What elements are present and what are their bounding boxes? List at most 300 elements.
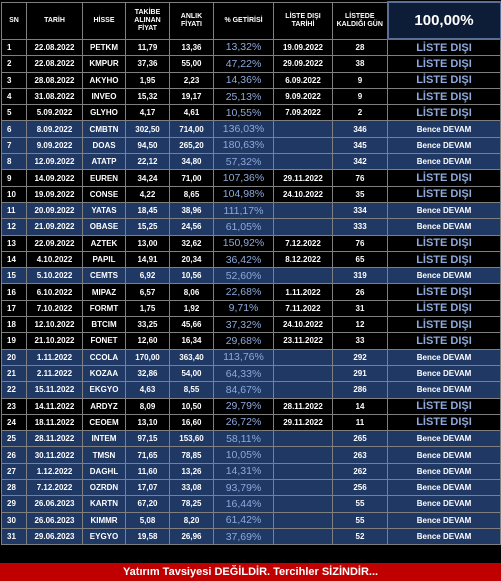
row-exit-date: [274, 349, 333, 365]
row-date: 29.06.2023: [27, 528, 83, 544]
row-entry-price: 4,63: [126, 382, 170, 398]
row-days: 256: [333, 480, 388, 496]
table-row: [2, 512, 501, 528]
row-days: 333: [333, 219, 388, 235]
row-entry-price: 22,12: [126, 154, 170, 170]
row-date: 9.09.2022: [27, 137, 83, 153]
row-days: 26: [333, 284, 388, 300]
row-current-price: 45,66: [170, 317, 214, 333]
row-date: 26.06.2023: [27, 512, 83, 528]
row-return: 61,42%: [214, 512, 274, 528]
row-status: LİSTE DIŞI: [388, 300, 501, 316]
row-sn: 6: [2, 121, 27, 137]
row-days: 9: [333, 72, 388, 88]
row-exit-date: 29.09.2022: [274, 56, 333, 72]
row-entry-price: 34,24: [126, 170, 170, 186]
row-ticker: PAPIL: [83, 251, 126, 267]
row-days: 76: [333, 235, 388, 251]
row-exit-date: [274, 365, 333, 381]
stock-tracking-table: [1, 1, 501, 545]
table-row: [2, 137, 501, 153]
row-return: 13,32%: [214, 39, 274, 56]
row-entry-price: 17,07: [126, 480, 170, 496]
row-status: LİSTE DIŞI: [388, 251, 501, 267]
row-exit-date: [274, 480, 333, 496]
row-date: 7.12.2022: [27, 480, 83, 496]
row-status: Bence DEVAM: [388, 154, 501, 170]
row-entry-price: 302,50: [126, 121, 170, 137]
row-days: 12: [333, 317, 388, 333]
row-exit-date: [274, 137, 333, 153]
header-takibe-alinan-fiyat: TAKİBE ALINAN FİYAT: [126, 2, 170, 39]
row-ticker: AZTEK: [83, 235, 126, 251]
row-status: Bence DEVAM: [388, 431, 501, 447]
row-status: Bence DEVAM: [388, 121, 501, 137]
row-sn: 31: [2, 528, 27, 544]
row-entry-price: 33,25: [126, 317, 170, 333]
row-exit-date: [274, 154, 333, 170]
row-entry-price: 32,86: [126, 365, 170, 381]
row-sn: 5: [2, 105, 27, 121]
row-date: 20.09.2022: [27, 202, 83, 218]
row-date: 1.12.2022: [27, 463, 83, 479]
row-exit-date: 7.12.2022: [274, 235, 333, 251]
table-row: [2, 235, 501, 251]
row-return: 111,17%: [214, 202, 274, 218]
row-return: 36,42%: [214, 251, 274, 267]
row-sn: 17: [2, 300, 27, 316]
table-row: [2, 268, 501, 284]
row-status: Bence DEVAM: [388, 268, 501, 284]
row-days: 55: [333, 512, 388, 528]
row-current-price: 363,40: [170, 349, 214, 365]
row-sn: 11: [2, 202, 27, 218]
row-ticker: CMBTN: [83, 121, 126, 137]
row-ticker: INTEM: [83, 431, 126, 447]
row-current-price: 265,20: [170, 137, 214, 153]
row-entry-price: 12,60: [126, 333, 170, 349]
row-status: Bence DEVAM: [388, 496, 501, 512]
row-exit-date: 7.11.2022: [274, 300, 333, 316]
row-ticker: BTCIM: [83, 317, 126, 333]
row-ticker: ARDYZ: [83, 398, 126, 414]
row-status: Bence DEVAM: [388, 365, 501, 381]
row-ticker: EYGYO: [83, 528, 126, 544]
table-row: [2, 333, 501, 349]
row-ticker: ATATP: [83, 154, 126, 170]
row-current-price: 38,96: [170, 202, 214, 218]
table-row: [2, 154, 501, 170]
row-sn: 30: [2, 512, 27, 528]
row-sn: 9: [2, 170, 27, 186]
row-sn: 27: [2, 463, 27, 479]
row-date: 4.10.2022: [27, 251, 83, 267]
row-days: 263: [333, 447, 388, 463]
row-status: Bence DEVAM: [388, 512, 501, 528]
row-current-price: 4,61: [170, 105, 214, 121]
row-current-price: 1,92: [170, 300, 214, 316]
row-status: LİSTE DIŞI: [388, 235, 501, 251]
row-ticker: KIMMR: [83, 512, 126, 528]
row-entry-price: 97,15: [126, 431, 170, 447]
table-row: [2, 105, 501, 121]
row-status: LİSTE DIŞI: [388, 170, 501, 186]
row-current-price: 16,34: [170, 333, 214, 349]
row-return: 107,36%: [214, 170, 274, 186]
table-row: [2, 186, 501, 202]
row-current-price: 20,34: [170, 251, 214, 267]
row-exit-date: [274, 512, 333, 528]
row-status: Bence DEVAM: [388, 202, 501, 218]
row-exit-date: 29.11.2022: [274, 170, 333, 186]
row-sn: 19: [2, 333, 27, 349]
row-current-price: 8,06: [170, 284, 214, 300]
table-row: [2, 170, 501, 186]
row-days: 286: [333, 382, 388, 398]
row-entry-price: 15,25: [126, 219, 170, 235]
row-sn: 14: [2, 251, 27, 267]
table-row: [2, 284, 501, 300]
table-row: [2, 463, 501, 479]
row-days: 55: [333, 496, 388, 512]
row-sn: 10: [2, 186, 27, 202]
header-anlik-fiyati: ANLIK FİYATI: [170, 2, 214, 39]
row-sn: 28: [2, 480, 27, 496]
row-exit-date: [274, 463, 333, 479]
table-row: [2, 39, 501, 56]
row-exit-date: 8.12.2022: [274, 251, 333, 267]
row-days: 291: [333, 365, 388, 381]
row-status: Bence DEVAM: [388, 137, 501, 153]
row-sn: 2: [2, 56, 27, 72]
row-days: 9: [333, 88, 388, 104]
row-entry-price: 1,75: [126, 300, 170, 316]
table-row: [2, 365, 501, 381]
row-date: 12.09.2022: [27, 154, 83, 170]
row-date: 12.10.2022: [27, 317, 83, 333]
row-sn: 21: [2, 365, 27, 381]
row-exit-date: [274, 382, 333, 398]
row-entry-price: 170,00: [126, 349, 170, 365]
row-days: 265: [333, 431, 388, 447]
row-exit-date: [274, 447, 333, 463]
table-row: [2, 414, 501, 430]
row-sn: 13: [2, 235, 27, 251]
row-return: 93,79%: [214, 480, 274, 496]
row-exit-date: 24.10.2022: [274, 186, 333, 202]
row-return: 150,92%: [214, 235, 274, 251]
row-entry-price: 13,10: [126, 414, 170, 430]
row-date: 28.11.2022: [27, 431, 83, 447]
table-row: [2, 121, 501, 137]
row-ticker: TMSN: [83, 447, 126, 463]
header-hisse: HİSSE: [83, 2, 126, 39]
table-row: [2, 56, 501, 72]
row-return: 26,72%: [214, 414, 274, 430]
row-days: 14: [333, 398, 388, 414]
row-days: 345: [333, 137, 388, 153]
row-return: 180,63%: [214, 137, 274, 153]
row-return: 16,44%: [214, 496, 274, 512]
row-current-price: 8,20: [170, 512, 214, 528]
row-return: 10,55%: [214, 105, 274, 121]
row-ticker: AKYHO: [83, 72, 126, 88]
row-sn: 7: [2, 137, 27, 153]
row-sn: 16: [2, 284, 27, 300]
row-current-price: 26,96: [170, 528, 214, 544]
row-exit-date: 19.09.2022: [274, 39, 333, 56]
row-status: LİSTE DIŞI: [388, 333, 501, 349]
header-liste-disi-tarihi: LİSTE DIŞI TARİHİ: [274, 2, 333, 39]
row-current-price: 8,55: [170, 382, 214, 398]
row-ticker: YATAS: [83, 202, 126, 218]
row-return: 52,60%: [214, 268, 274, 284]
row-ticker: CONSE: [83, 186, 126, 202]
row-return: 25,13%: [214, 88, 274, 104]
row-days: 52: [333, 528, 388, 544]
row-sn: 26: [2, 447, 27, 463]
row-status: LİSTE DIŞI: [388, 284, 501, 300]
row-exit-date: 28.11.2022: [274, 398, 333, 414]
row-sn: 24: [2, 414, 27, 430]
row-return: 61,05%: [214, 219, 274, 235]
row-current-price: 78,85: [170, 447, 214, 463]
row-current-price: 10,56: [170, 268, 214, 284]
row-date: 26.06.2023: [27, 496, 83, 512]
row-entry-price: 19,58: [126, 528, 170, 544]
row-ticker: KMPUR: [83, 56, 126, 72]
row-return: 104,98%: [214, 186, 274, 202]
row-entry-price: 71,65: [126, 447, 170, 463]
row-entry-price: 5,08: [126, 512, 170, 528]
row-current-price: 33,08: [170, 480, 214, 496]
disclaimer-banner: Yatırım Tavsiyesi DEĞİLDİR. Tercihler SİZİNDİR...: [0, 563, 501, 581]
table-row: [2, 431, 501, 447]
row-ticker: EUREN: [83, 170, 126, 186]
row-status: Bence DEVAM: [388, 528, 501, 544]
table-row: [2, 202, 501, 218]
header-getirisi: % GETİRİSİ: [214, 2, 274, 39]
row-exit-date: 6.09.2022: [274, 72, 333, 88]
row-current-price: 24,56: [170, 219, 214, 235]
table-row: [2, 251, 501, 267]
row-exit-date: 7.09.2022: [274, 105, 333, 121]
row-return: 37,69%: [214, 528, 274, 544]
row-entry-price: 14,91: [126, 251, 170, 267]
row-ticker: PETKM: [83, 39, 126, 56]
row-days: 346: [333, 121, 388, 137]
row-entry-price: 11,60: [126, 463, 170, 479]
row-entry-price: 13,00: [126, 235, 170, 251]
header-tarih: TARİH: [27, 2, 83, 39]
row-status: Bence DEVAM: [388, 349, 501, 365]
table-row: [2, 349, 501, 365]
row-return: 14,36%: [214, 72, 274, 88]
row-date: 14.09.2022: [27, 170, 83, 186]
row-return: 10,05%: [214, 447, 274, 463]
row-status: LİSTE DIŞI: [388, 414, 501, 430]
table-row: [2, 317, 501, 333]
row-sn: 12: [2, 219, 27, 235]
row-sn: 20: [2, 349, 27, 365]
row-sn: 1: [2, 39, 27, 56]
row-current-price: 71,00: [170, 170, 214, 186]
row-entry-price: 1,95: [126, 72, 170, 88]
row-status: LİSTE DIŞI: [388, 105, 501, 121]
header-row: [2, 2, 501, 39]
row-date: 28.08.2022: [27, 72, 83, 88]
row-exit-date: 1.11.2022: [274, 284, 333, 300]
row-entry-price: 11,79: [126, 39, 170, 56]
row-current-price: 8,65: [170, 186, 214, 202]
row-entry-price: 94,50: [126, 137, 170, 153]
row-return: 14,31%: [214, 463, 274, 479]
row-entry-price: 4,17: [126, 105, 170, 121]
row-entry-price: 8,09: [126, 398, 170, 414]
row-entry-price: 67,20: [126, 496, 170, 512]
row-status: Bence DEVAM: [388, 463, 501, 479]
row-date: 22.08.2022: [27, 39, 83, 56]
row-ticker: GLYHO: [83, 105, 126, 121]
row-status: LİSTE DIŞI: [388, 317, 501, 333]
row-date: 7.10.2022: [27, 300, 83, 316]
row-current-price: 13,26: [170, 463, 214, 479]
row-sn: 18: [2, 317, 27, 333]
row-date: 14.11.2022: [27, 398, 83, 414]
row-sn: 23: [2, 398, 27, 414]
row-return: 37,32%: [214, 317, 274, 333]
table-row: [2, 528, 501, 544]
row-entry-price: 4,22: [126, 186, 170, 202]
row-status: LİSTE DIŞI: [388, 186, 501, 202]
row-exit-date: [274, 268, 333, 284]
row-current-price: 10,50: [170, 398, 214, 414]
row-exit-date: [274, 121, 333, 137]
row-exit-date: 24.10.2022: [274, 317, 333, 333]
row-return: 29,79%: [214, 398, 274, 414]
row-return: 29,68%: [214, 333, 274, 349]
row-status: LİSTE DIŞI: [388, 398, 501, 414]
row-return: 22,68%: [214, 284, 274, 300]
row-days: 33: [333, 333, 388, 349]
header-sn: SN: [2, 2, 27, 39]
row-days: 292: [333, 349, 388, 365]
row-date: 15.11.2022: [27, 382, 83, 398]
row-ticker: CCOLA: [83, 349, 126, 365]
table-row: [2, 88, 501, 104]
row-sn: 29: [2, 496, 27, 512]
row-current-price: 16,60: [170, 414, 214, 430]
row-date: 21.10.2022: [27, 333, 83, 349]
row-ticker: OZRDN: [83, 480, 126, 496]
row-return: 64,33%: [214, 365, 274, 381]
row-status: LİSTE DIŞI: [388, 72, 501, 88]
row-date: 1.11.2022: [27, 349, 83, 365]
table-row: [2, 300, 501, 316]
row-date: 18.11.2022: [27, 414, 83, 430]
row-return: 84,67%: [214, 382, 274, 398]
table-row: [2, 398, 501, 414]
row-days: 65: [333, 251, 388, 267]
table-row: [2, 480, 501, 496]
row-days: 28: [333, 39, 388, 56]
row-days: 35: [333, 186, 388, 202]
row-return: 47,22%: [214, 56, 274, 72]
row-sn: 15: [2, 268, 27, 284]
row-sn: 3: [2, 72, 27, 88]
row-current-price: 34,80: [170, 154, 214, 170]
row-status: Bence DEVAM: [388, 480, 501, 496]
row-current-price: 2,23: [170, 72, 214, 88]
row-return: 113,76%: [214, 349, 274, 365]
row-status: Bence DEVAM: [388, 219, 501, 235]
row-exit-date: [274, 528, 333, 544]
row-entry-price: 15,32: [126, 88, 170, 104]
row-days: 38: [333, 56, 388, 72]
row-status: LİSTE DIŞI: [388, 88, 501, 104]
row-exit-date: 9.09.2022: [274, 88, 333, 104]
row-current-price: 54,00: [170, 365, 214, 381]
row-ticker: KOZAA: [83, 365, 126, 381]
row-exit-date: [274, 219, 333, 235]
row-ticker: DOAS: [83, 137, 126, 153]
row-date: 19.09.2022: [27, 186, 83, 202]
row-current-price: 55,00: [170, 56, 214, 72]
table-row: [2, 447, 501, 463]
header-listede-kaldigi-gun: LİSTEDE KALDIĞI GÜN: [333, 2, 388, 39]
row-ticker: EKGYO: [83, 382, 126, 398]
row-entry-price: 37,36: [126, 56, 170, 72]
row-entry-price: 6,57: [126, 284, 170, 300]
row-days: 319: [333, 268, 388, 284]
row-date: 8.09.2022: [27, 121, 83, 137]
row-ticker: CEOEM: [83, 414, 126, 430]
row-date: 22.08.2022: [27, 56, 83, 72]
row-sn: 25: [2, 431, 27, 447]
row-entry-price: 18,45: [126, 202, 170, 218]
row-exit-date: 23.11.2022: [274, 333, 333, 349]
row-current-price: 153,60: [170, 431, 214, 447]
row-return: 58,11%: [214, 431, 274, 447]
table-body: [2, 39, 501, 545]
row-date: 2.11.2022: [27, 365, 83, 381]
row-ticker: MIPAZ: [83, 284, 126, 300]
row-sn: 22: [2, 382, 27, 398]
total-return-cell: 100,00%: [388, 2, 501, 39]
row-current-price: 714,00: [170, 121, 214, 137]
row-ticker: KARTN: [83, 496, 126, 512]
row-ticker: DAGHL: [83, 463, 126, 479]
row-current-price: 13,36: [170, 39, 214, 56]
row-date: 31.08.2022: [27, 88, 83, 104]
row-exit-date: [274, 496, 333, 512]
table-row: [2, 72, 501, 88]
row-status: LİSTE DIŞI: [388, 56, 501, 72]
row-days: 11: [333, 414, 388, 430]
row-ticker: CEMTS: [83, 268, 126, 284]
row-ticker: FORMT: [83, 300, 126, 316]
row-ticker: OBASE: [83, 219, 126, 235]
row-current-price: 78,25: [170, 496, 214, 512]
row-status: Bence DEVAM: [388, 382, 501, 398]
row-exit-date: [274, 431, 333, 447]
row-exit-date: [274, 202, 333, 218]
row-days: 2: [333, 105, 388, 121]
row-date: 6.10.2022: [27, 284, 83, 300]
row-ticker: INVEO: [83, 88, 126, 104]
row-sn: 8: [2, 154, 27, 170]
row-ticker: FONET: [83, 333, 126, 349]
